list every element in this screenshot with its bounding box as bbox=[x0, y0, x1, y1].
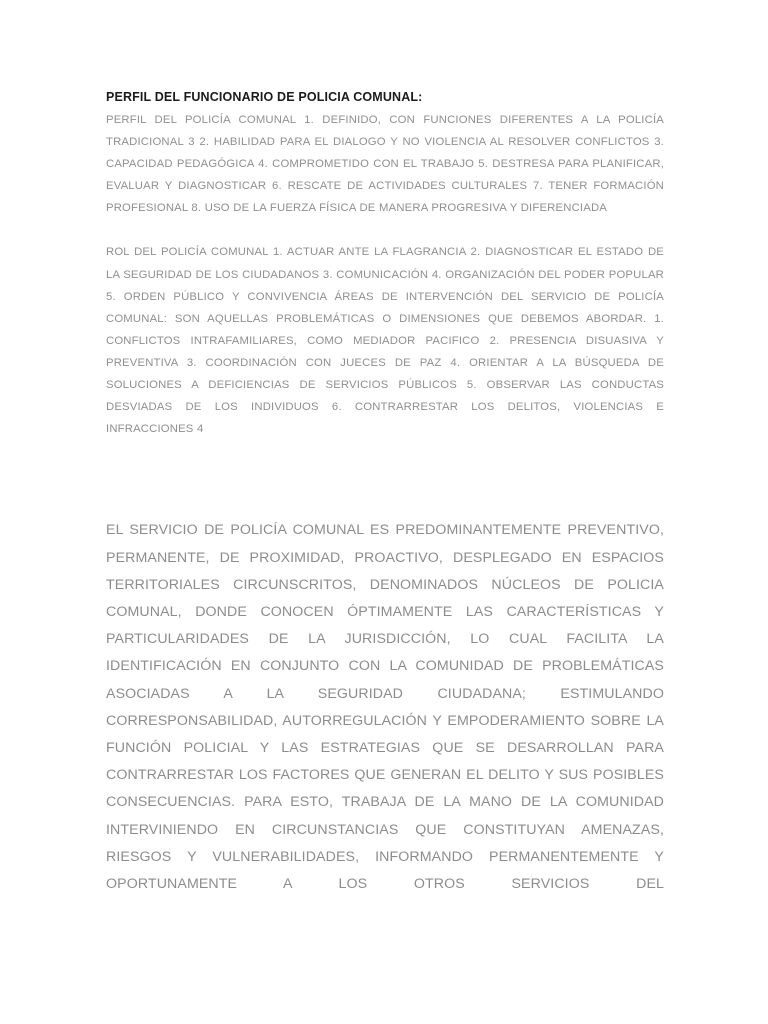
paragraph-perfil-policia-comunal: PERFIL DEL POLICÍA COMUNAL 1. DEFINIDO, CON FUNCIONES DIFERENTES A LA POLICÍA TRADICIONAL 3 2. HABILIDAD PARA EL DIALOGO Y NO VIOLENCIA AL RESOLVER CONFLICTOS 3. CAPACIDAD PEDAGÓGICA 4. COMPROMETIDO CON EL TRABAJO 5. DESTRESA PARA PLANIFICAR, EVALUAR Y DIAGNOSTICAR 6. RESCATE DE ACTIVIDADES CULTURALES 7. TENER FORMACIÓN PROFESIONAL 8. USO DE LA FUERZA FÍSICA DE MANERA PROGRESIVA Y DIFERENCIADA bbox=[106, 114, 664, 215]
document-text-column bbox=[106, 86, 664, 925]
paragraph-servicio-policia-comunal: EL SERVICIO DE POLICÍA COMUNAL ES PREDOMINANTEMENTE PREVENTIVO, PERMANENTE, DE PROXIMIDAD, PROACTIVO, DESPLEGADO EN ESPACIOS TERRITORIALES CIRCUNSCRITOS, DENOMINADOS NÚCLEOS DE POLICIA COMUNAL, DONDE CONOCEN ÓPTIMAMENTE LAS CARACTERÍSTICAS Y PARTICULARIDADES DE LA JURISDICCIÓN, LO CUAL FACILITA LA IDENTIFICACIÓN EN CONJUNTO CON LA COMUNIDAD DE PROBLEMÁTICAS ASOCIADAS A LA SEGURIDAD CIUDADANA; ESTIMULANDO CORRESPONSABILIDAD, AUTORREGULACIÓN Y EMPODERAMIENTO SOBRE LA FUNCIÓN POLICIAL Y LAS ESTRATEGIAS QUE SE DESARROLLAN PARA CONTRARRESTAR LOS FACTORES QUE GENERAN EL DELITO Y SUS POSIBLES CONSECUENCIAS. PARA ESTO, TRABAJA DE LA MANO DE LA COMUNIDAD INTERVINIENDO EN CIRCUNSTANCIAS QUE CONSTITUYAN AMENAZAS, RIESGOS Y VULNERABILIDADES, INFORMANDO PERMANENTEMENTE Y OPORTUNAMENTE A LOS OTROS SERVICIOS DEL bbox=[106, 522, 664, 892]
section-spacer bbox=[106, 440, 664, 517]
page-title: PERFIL DEL FUNCIONARIO DE POLICIA COMUNAL: bbox=[106, 90, 423, 104]
paragraph-rol-policia-comunal: ROL DEL POLICÍA COMUNAL 1. ACTUAR ANTE LA FLAGRANCIA 2. DIAGNOSTICAR EL ESTADO DE LA SEGURIDAD DE LOS CIUDADANOS 3. COMUNICACIÓN 4. ORGANIZACIÓN DEL PODER POPULAR 5. ORDEN PÚBLICO Y CONVIVENCIA ÁREAS DE INTERVENCIÓN DEL SERVICIO DE POLICÍA COMUNAL: SON AQUELLAS PROBLEMÁTICAS O DIMENSIONES QUE DEBEMOS ABORDAR. 1. CONFLICTOS INTRAFAMILIARES, COMO MEDIADOR PACIFICO 2. PRESENCIA DISUASIVA Y PREVENTIVA 3. COORDINACIÓN CON JUECES DE PAZ 4. ORIENTAR A LA BÚSQUEDA DE SOLUCIONES A DEFICIENCIAS DE SERVICIOS PÚBLICOS 5. OBSERVAR LAS CONDUCTAS DESVIADAS DE LOS INDIVIDUOS 6. CONTRARRESTAR LOS DELITOS, VIOLENCIAS E INFRACCIONES 4 bbox=[106, 246, 664, 436]
paragraph-spacer bbox=[106, 219, 664, 241]
